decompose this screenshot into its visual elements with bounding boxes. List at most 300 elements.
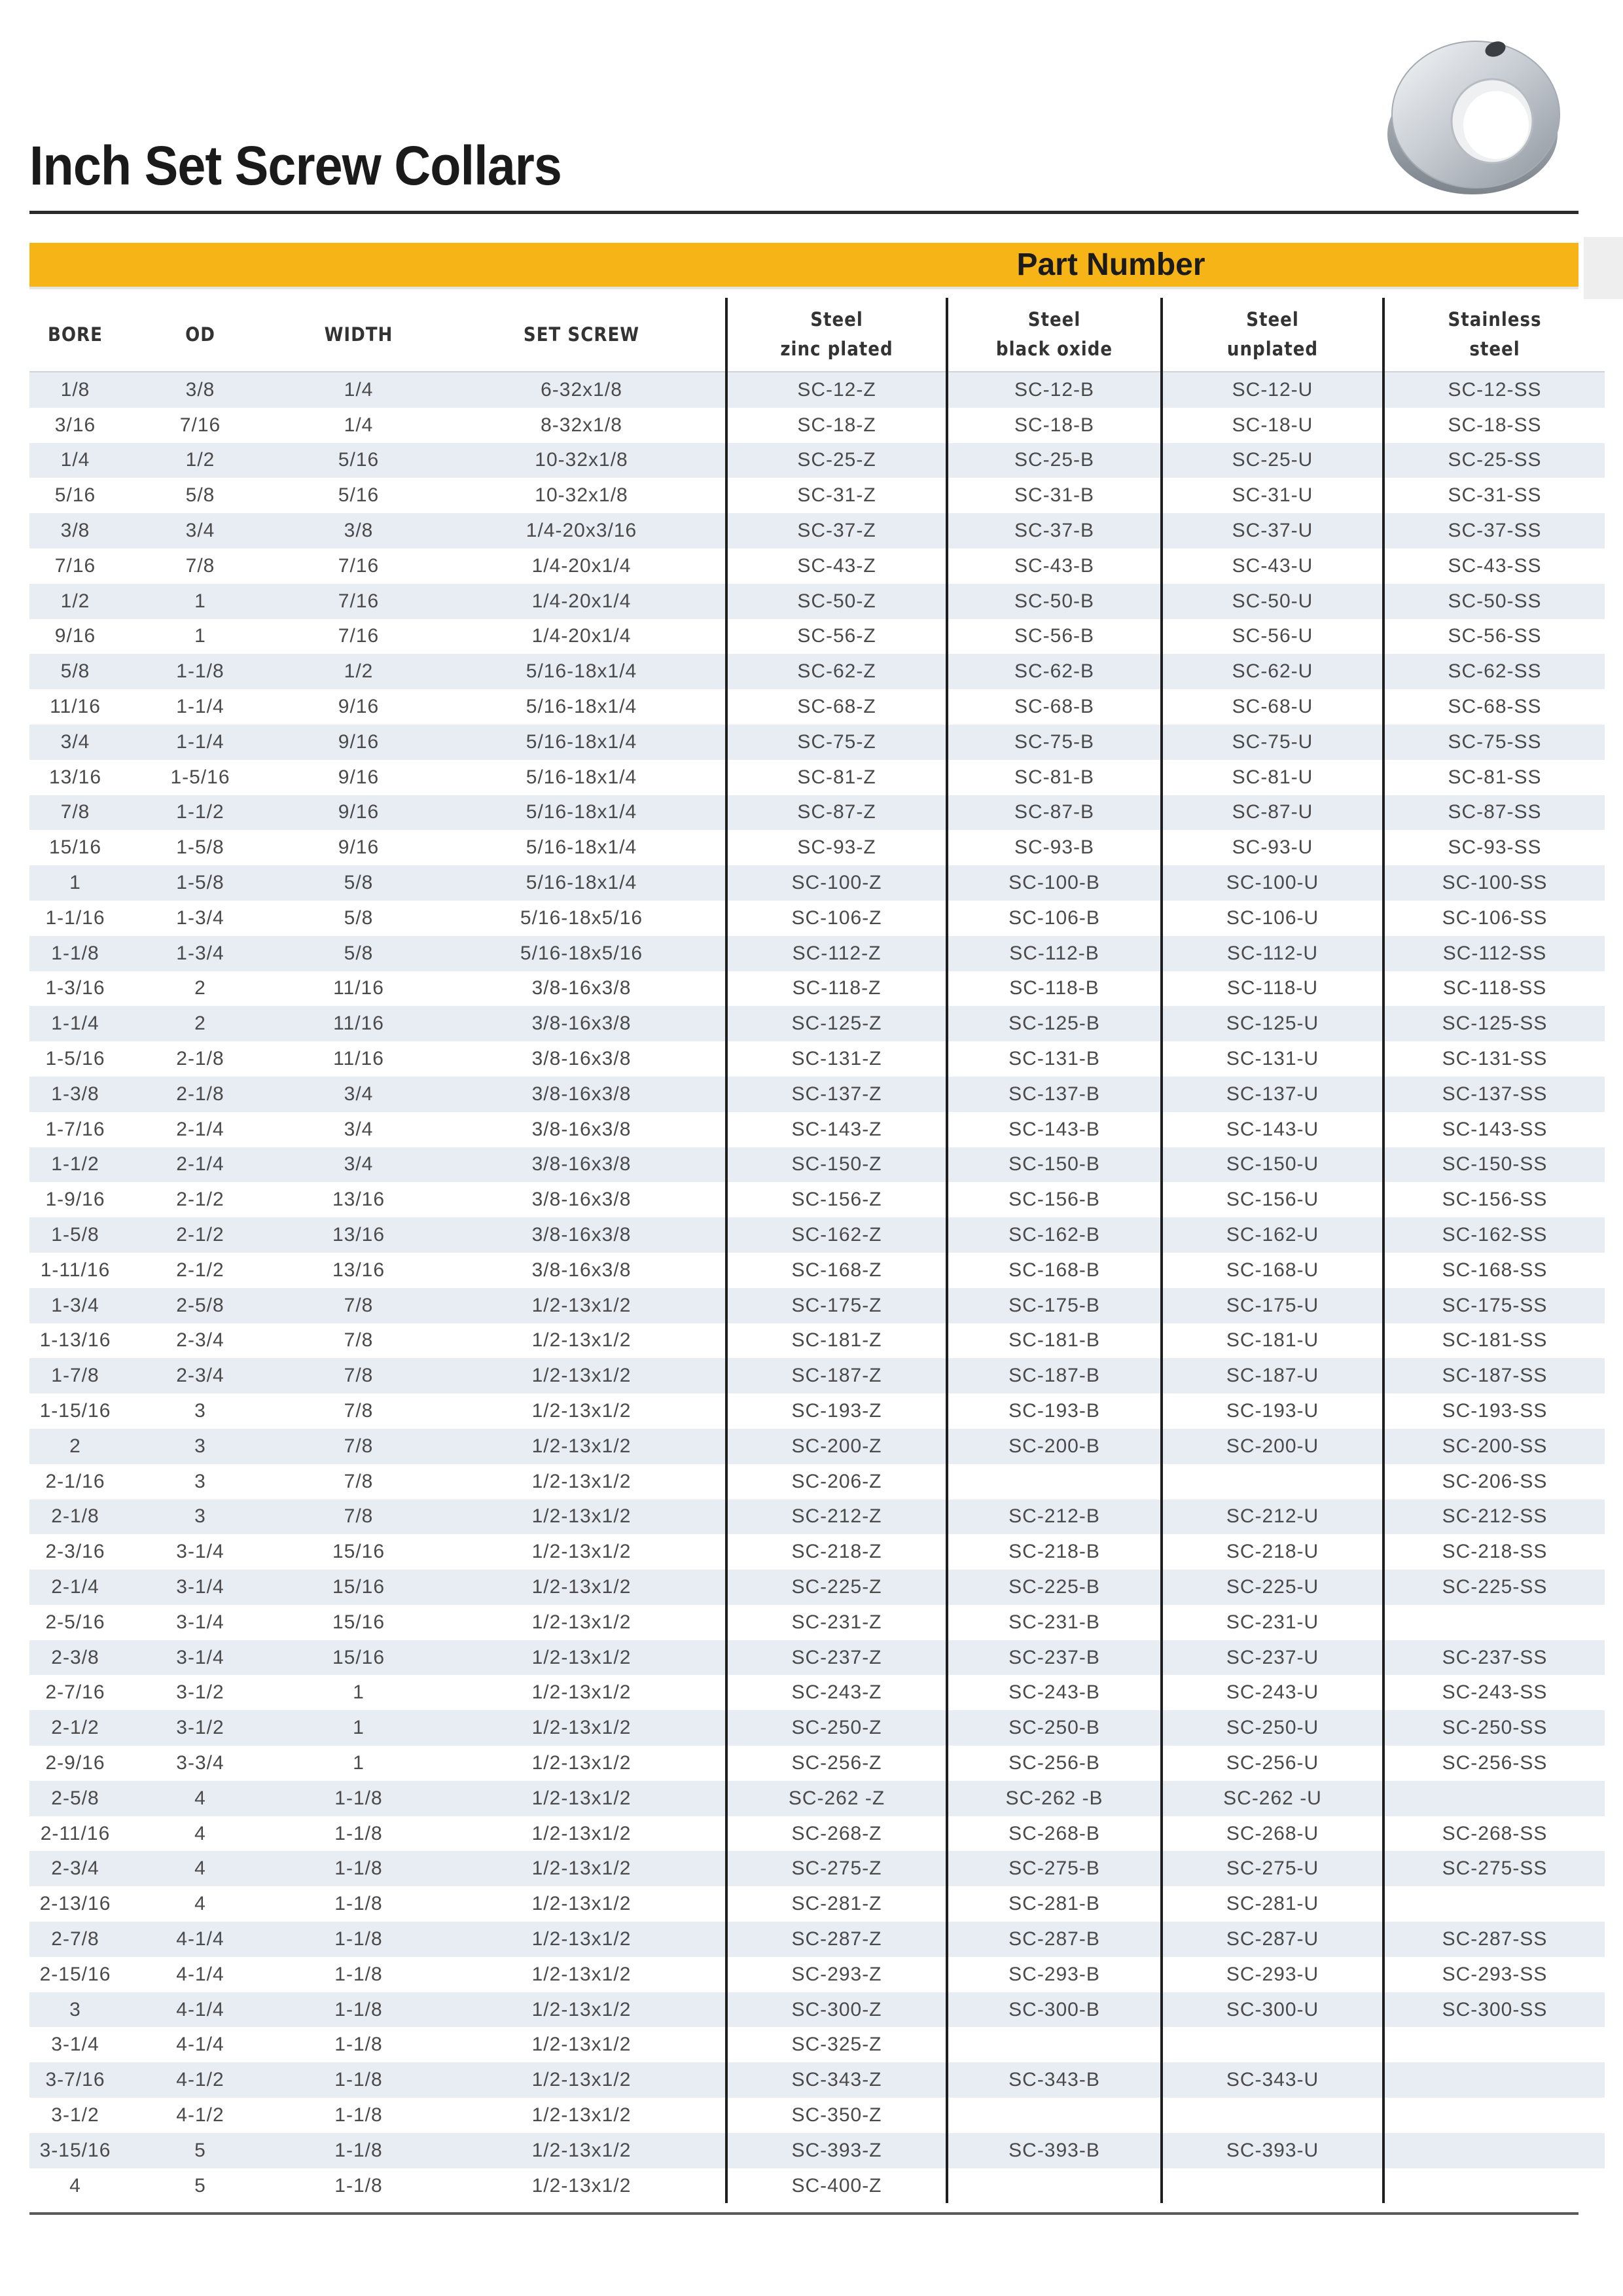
bore-cell: 1-9/16 xyxy=(29,1182,121,1217)
stainless-part-cell: SC-143-SS xyxy=(1383,1112,1605,1147)
part-number-banner xyxy=(29,243,1578,289)
header-bore: BORE xyxy=(48,323,103,346)
od-cell: 1 xyxy=(121,619,279,655)
unplated-part-cell: SC-50-U xyxy=(1162,584,1383,619)
black-oxide-part-cell: SC-162-B xyxy=(947,1217,1162,1253)
zinc-plated-part-cell: SC-293-Z xyxy=(726,1957,947,1992)
stainless-part-cell: SC-275-SS xyxy=(1383,1851,1605,1886)
bore-cell: 1 xyxy=(29,865,121,901)
table-row xyxy=(29,1182,1605,1217)
zinc-plated-part-cell: SC-143-Z xyxy=(726,1112,947,1147)
zinc-plated-part-cell: SC-262 -Z xyxy=(726,1781,947,1816)
zinc-plated-part-cell: SC-400-Z xyxy=(726,2168,947,2204)
width-cell: 5/16 xyxy=(279,443,438,478)
header-stainless-steel: Stainless steel xyxy=(1383,298,1605,372)
black-oxide-part-cell: SC-81-B xyxy=(947,760,1162,795)
width-cell: 7/8 xyxy=(279,1358,438,1393)
width-cell: 3/4 xyxy=(279,1147,438,1183)
stainless-part-cell: SC-162-SS xyxy=(1383,1217,1605,1253)
set-screw-cell: 3/8-16x3/8 xyxy=(438,1182,726,1217)
bore-cell: 5/8 xyxy=(29,654,121,689)
width-cell: 15/16 xyxy=(279,1640,438,1676)
stainless-part-cell: SC-93-SS xyxy=(1383,830,1605,865)
stainless-part-cell: SC-25-SS xyxy=(1383,443,1605,478)
unplated-part-cell: SC-393-U xyxy=(1162,2133,1383,2168)
stainless-part-cell: SC-50-SS xyxy=(1383,584,1605,619)
od-cell: 1-3/4 xyxy=(121,936,279,971)
width-cell: 1 xyxy=(279,1675,438,1710)
stainless-part-cell: SC-43-SS xyxy=(1383,548,1605,584)
zinc-plated-part-cell: SC-100-Z xyxy=(726,865,947,901)
header-od: OD xyxy=(185,323,215,346)
zinc-plated-part-cell: SC-250-Z xyxy=(726,1710,947,1746)
od-cell: 2-1/4 xyxy=(121,1147,279,1183)
bore-cell: 1-1/4 xyxy=(29,1006,121,1041)
set-screw-cell: 1/4-20x3/16 xyxy=(438,513,726,548)
stainless-part-cell: SC-287-SS xyxy=(1383,1922,1605,1957)
set-screw-cell: 6-32x1/8 xyxy=(438,372,726,408)
table-row xyxy=(29,901,1605,936)
bore-cell: 1-5/16 xyxy=(29,1041,121,1077)
width-cell: 1-1/8 xyxy=(279,2027,438,2062)
black-oxide-part-cell: SC-168-B xyxy=(947,1253,1162,1288)
black-oxide-part-cell: SC-25-B xyxy=(947,443,1162,478)
width-cell: 13/16 xyxy=(279,1217,438,1253)
table-row xyxy=(29,1499,1605,1535)
bore-cell: 1-11/16 xyxy=(29,1253,121,1288)
black-oxide-part-cell: SC-75-B xyxy=(947,725,1162,760)
od-cell: 4-1/4 xyxy=(121,1922,279,1957)
stainless-part-cell: SC-212-SS xyxy=(1383,1499,1605,1535)
width-cell: 7/8 xyxy=(279,1464,438,1499)
table-row xyxy=(29,1570,1605,1605)
table-row xyxy=(29,2027,1605,2062)
table-row xyxy=(29,372,1605,408)
width-cell: 7/16 xyxy=(279,584,438,619)
zinc-plated-part-cell: SC-281-Z xyxy=(726,1886,947,1922)
bore-cell: 3/8 xyxy=(29,513,121,548)
width-cell: 3/8 xyxy=(279,513,438,548)
set-screw-cell: 1/2-13x1/2 xyxy=(438,1323,726,1359)
od-cell: 2-5/8 xyxy=(121,1288,279,1323)
table-row xyxy=(29,1534,1605,1570)
header-row xyxy=(29,298,1605,372)
od-cell: 5/8 xyxy=(121,478,279,513)
unplated-part-cell: SC-262 -U xyxy=(1162,1781,1383,1816)
bore-cell: 1-7/16 xyxy=(29,1112,121,1147)
set-screw-cell: 1/2-13x1/2 xyxy=(438,2027,726,2062)
table-row xyxy=(29,1112,1605,1147)
set-screw-cell: 1/2-13x1/2 xyxy=(438,1851,726,1886)
zinc-plated-part-cell: SC-187-Z xyxy=(726,1358,947,1393)
stainless-part-cell: SC-87-SS xyxy=(1383,795,1605,831)
stainless-part-cell: SC-268-SS xyxy=(1383,1816,1605,1852)
table-row xyxy=(29,689,1605,725)
table-row xyxy=(29,2062,1605,2098)
od-cell: 4-1/4 xyxy=(121,1992,279,2028)
bore-cell: 1/4 xyxy=(29,443,121,478)
bore-cell: 3/4 xyxy=(29,725,121,760)
bore-cell: 3-1/4 xyxy=(29,2027,121,2062)
width-cell: 7/8 xyxy=(279,1323,438,1359)
table-row xyxy=(29,2098,1605,2133)
table-row xyxy=(29,2133,1605,2168)
set-screw-cell: 1/2-13x1/2 xyxy=(438,1605,726,1640)
bore-cell: 2-1/8 xyxy=(29,1499,121,1535)
bore-cell: 1-1/8 xyxy=(29,936,121,971)
zinc-plated-part-cell: SC-256-Z xyxy=(726,1746,947,1781)
unplated-part-cell: SC-106-U xyxy=(1162,901,1383,936)
black-oxide-part-cell: SC-87-B xyxy=(947,795,1162,831)
black-oxide-part-cell: SC-293-B xyxy=(947,1957,1162,1992)
unplated-part-cell xyxy=(1162,2098,1383,2133)
black-oxide-part-cell: SC-175-B xyxy=(947,1288,1162,1323)
zinc-plated-part-cell: SC-300-Z xyxy=(726,1992,947,2028)
set-screw-cell: 1/2-13x1/2 xyxy=(438,1429,726,1464)
black-oxide-part-cell: SC-131-B xyxy=(947,1041,1162,1077)
part-number-label: Part Number xyxy=(1016,247,1205,282)
black-oxide-part-cell: SC-225-B xyxy=(947,1570,1162,1605)
unplated-part-cell: SC-225-U xyxy=(1162,1570,1383,1605)
unplated-part-cell: SC-56-U xyxy=(1162,619,1383,655)
table-row xyxy=(29,1393,1605,1429)
header-steel-unplated: Steel unplated xyxy=(1162,298,1383,372)
width-cell: 15/16 xyxy=(279,1605,438,1640)
od-cell: 2-3/4 xyxy=(121,1358,279,1393)
zinc-plated-part-cell: SC-68-Z xyxy=(726,689,947,725)
set-screw-cell: 1/2-13x1/2 xyxy=(438,1922,726,1957)
table-row xyxy=(29,1323,1605,1359)
table-row xyxy=(29,548,1605,584)
zinc-plated-part-cell: SC-18-Z xyxy=(726,408,947,443)
unplated-part-cell: SC-275-U xyxy=(1162,1851,1383,1886)
black-oxide-part-cell: SC-256-B xyxy=(947,1746,1162,1781)
bore-cell: 2-3/4 xyxy=(29,1851,121,1886)
unplated-part-cell xyxy=(1162,2027,1383,2062)
table-row xyxy=(29,936,1605,971)
zinc-plated-part-cell: SC-106-Z xyxy=(726,901,947,936)
od-cell: 3-1/4 xyxy=(121,1570,279,1605)
set-screw-cell: 1/2-13x1/2 xyxy=(438,2168,726,2204)
stainless-part-cell: SC-250-SS xyxy=(1383,1710,1605,1746)
zinc-plated-part-cell: SC-206-Z xyxy=(726,1464,947,1499)
stainless-part-cell xyxy=(1383,1781,1605,1816)
zinc-plated-part-cell: SC-156-Z xyxy=(726,1182,947,1217)
width-cell: 3/4 xyxy=(279,1077,438,1112)
header-steel-zinc-plated: Steel zinc plated xyxy=(726,298,947,372)
width-cell: 1 xyxy=(279,1746,438,1781)
od-cell: 3-1/4 xyxy=(121,1534,279,1570)
od-cell: 7/8 xyxy=(121,548,279,584)
set-screw-cell: 5/16-18x1/4 xyxy=(438,830,726,865)
stainless-part-cell: SC-243-SS xyxy=(1383,1675,1605,1710)
width-cell: 1-1/8 xyxy=(279,2098,438,2133)
black-oxide-part-cell: SC-231-B xyxy=(947,1605,1162,1640)
width-cell: 15/16 xyxy=(279,1570,438,1605)
stainless-part-cell: SC-18-SS xyxy=(1383,408,1605,443)
stainless-part-cell: SC-237-SS xyxy=(1383,1640,1605,1676)
table-row xyxy=(29,1358,1605,1393)
bore-cell: 3-7/16 xyxy=(29,2062,121,2098)
od-cell: 4 xyxy=(121,1781,279,1816)
width-cell: 1/2 xyxy=(279,654,438,689)
width-cell: 1-1/8 xyxy=(279,1851,438,1886)
black-oxide-part-cell: SC-187-B xyxy=(947,1358,1162,1393)
black-oxide-part-cell: SC-137-B xyxy=(947,1077,1162,1112)
unplated-part-cell xyxy=(1162,2168,1383,2204)
set-screw-cell: 3/8-16x3/8 xyxy=(438,971,726,1007)
width-cell: 1-1/8 xyxy=(279,2168,438,2204)
od-cell: 4 xyxy=(121,1886,279,1922)
black-oxide-part-cell: SC-200-B xyxy=(947,1429,1162,1464)
unplated-part-cell: SC-68-U xyxy=(1162,689,1383,725)
od-cell: 3 xyxy=(121,1393,279,1429)
width-cell: 1-1/8 xyxy=(279,2133,438,2168)
zinc-plated-part-cell: SC-231-Z xyxy=(726,1605,947,1640)
stainless-part-cell xyxy=(1383,2168,1605,2204)
od-cell: 1-5/8 xyxy=(121,865,279,901)
width-cell: 9/16 xyxy=(279,760,438,795)
zinc-plated-part-cell: SC-175-Z xyxy=(726,1288,947,1323)
stainless-part-cell xyxy=(1383,2027,1605,2062)
unplated-part-cell: SC-300-U xyxy=(1162,1992,1383,2028)
unplated-part-cell: SC-156-U xyxy=(1162,1182,1383,1217)
unplated-part-cell: SC-93-U xyxy=(1162,830,1383,865)
unplated-part-cell: SC-293-U xyxy=(1162,1957,1383,1992)
stainless-part-cell: SC-75-SS xyxy=(1383,725,1605,760)
bore-cell: 9/16 xyxy=(29,619,121,655)
stainless-part-cell xyxy=(1383,2062,1605,2098)
bore-cell: 7/16 xyxy=(29,548,121,584)
stainless-part-cell: SC-293-SS xyxy=(1383,1957,1605,1992)
zinc-plated-part-cell: SC-87-Z xyxy=(726,795,947,831)
bore-cell: 5/16 xyxy=(29,478,121,513)
stainless-part-cell: SC-137-SS xyxy=(1383,1077,1605,1112)
width-cell: 1-1/8 xyxy=(279,1992,438,2028)
table-row xyxy=(29,478,1605,513)
unplated-part-cell: SC-112-U xyxy=(1162,936,1383,971)
bore-cell: 1-3/16 xyxy=(29,971,121,1007)
set-screw-cell: 10-32x1/8 xyxy=(438,443,726,478)
unplated-part-cell: SC-181-U xyxy=(1162,1323,1383,1359)
unplated-part-cell: SC-87-U xyxy=(1162,795,1383,831)
set-screw-cell: 1/2-13x1/2 xyxy=(438,1957,726,1992)
od-cell: 2-1/2 xyxy=(121,1253,279,1288)
zinc-plated-part-cell: SC-93-Z xyxy=(726,830,947,865)
set-screw-cell: 1/2-13x1/2 xyxy=(438,1534,726,1570)
width-cell: 15/16 xyxy=(279,1534,438,1570)
zinc-plated-part-cell: SC-75-Z xyxy=(726,725,947,760)
set-screw-cell: 1/2-13x1/2 xyxy=(438,1288,726,1323)
table-row xyxy=(29,1957,1605,1992)
table-row xyxy=(29,654,1605,689)
zinc-plated-part-cell: SC-275-Z xyxy=(726,1851,947,1886)
bore-cell: 2-11/16 xyxy=(29,1816,121,1852)
od-cell: 3-1/2 xyxy=(121,1675,279,1710)
black-oxide-part-cell: SC-100-B xyxy=(947,865,1162,901)
unplated-part-cell: SC-75-U xyxy=(1162,725,1383,760)
od-cell: 1-1/8 xyxy=(121,654,279,689)
bore-cell: 1-13/16 xyxy=(29,1323,121,1359)
table-row xyxy=(29,619,1605,655)
width-cell: 7/16 xyxy=(279,548,438,584)
unplated-part-cell: SC-193-U xyxy=(1162,1393,1383,1429)
table-row xyxy=(29,1886,1605,1922)
black-oxide-part-cell: SC-143-B xyxy=(947,1112,1162,1147)
stainless-part-cell: SC-37-SS xyxy=(1383,513,1605,548)
width-cell: 3/4 xyxy=(279,1112,438,1147)
set-screw-cell: 3/8-16x3/8 xyxy=(438,1006,726,1041)
bore-cell: 1-7/8 xyxy=(29,1358,121,1393)
stainless-part-cell: SC-206-SS xyxy=(1383,1464,1605,1499)
unplated-part-cell: SC-12-U xyxy=(1162,372,1383,408)
width-cell: 9/16 xyxy=(279,830,438,865)
zinc-plated-part-cell: SC-12-Z xyxy=(726,372,947,408)
table-row xyxy=(29,1746,1605,1781)
set-screw-cell: 5/16-18x5/16 xyxy=(438,936,726,971)
zinc-plated-part-cell: SC-325-Z xyxy=(726,2027,947,2062)
table-row xyxy=(29,1675,1605,1710)
zinc-plated-part-cell: SC-118-Z xyxy=(726,971,947,1007)
stainless-part-cell: SC-218-SS xyxy=(1383,1534,1605,1570)
page-title: Inch Set Screw Collars xyxy=(29,135,562,196)
unplated-part-cell: SC-343-U xyxy=(1162,2062,1383,2098)
black-oxide-part-cell: SC-106-B xyxy=(947,901,1162,936)
banner-shadow xyxy=(1584,237,1623,299)
width-cell: 7/8 xyxy=(279,1393,438,1429)
black-oxide-part-cell: SC-393-B xyxy=(947,2133,1162,2168)
set-screw-cell: 5/16-18x1/4 xyxy=(438,725,726,760)
od-cell: 3 xyxy=(121,1429,279,1464)
bore-cell: 2-15/16 xyxy=(29,1957,121,1992)
zinc-plated-part-cell: SC-125-Z xyxy=(726,1006,947,1041)
table-row xyxy=(29,1816,1605,1852)
zinc-plated-part-cell: SC-25-Z xyxy=(726,443,947,478)
table-row xyxy=(29,1217,1605,1253)
zinc-plated-part-cell: SC-37-Z xyxy=(726,513,947,548)
unplated-part-cell: SC-31-U xyxy=(1162,478,1383,513)
unplated-part-cell: SC-175-U xyxy=(1162,1288,1383,1323)
stainless-part-cell: SC-150-SS xyxy=(1383,1147,1605,1183)
od-cell: 2-1/2 xyxy=(121,1182,279,1217)
zinc-plated-part-cell: SC-112-Z xyxy=(726,936,947,971)
set-screw-cell: 1/2-13x1/2 xyxy=(438,1675,726,1710)
table-row xyxy=(29,1992,1605,2028)
table-row xyxy=(29,408,1605,443)
bore-cell: 1-3/4 xyxy=(29,1288,121,1323)
set-screw-cell: 5/16-18x1/4 xyxy=(438,654,726,689)
black-oxide-part-cell xyxy=(947,1464,1162,1499)
stainless-part-cell: SC-156-SS xyxy=(1383,1182,1605,1217)
black-oxide-part-cell: SC-125-B xyxy=(947,1006,1162,1041)
black-oxide-part-cell: SC-56-B xyxy=(947,619,1162,655)
bore-cell: 1/8 xyxy=(29,372,121,408)
set-screw-cell: 1/2-13x1/2 xyxy=(438,1710,726,1746)
unplated-part-cell: SC-218-U xyxy=(1162,1534,1383,1570)
od-cell: 2-1/8 xyxy=(121,1077,279,1112)
zinc-plated-part-cell: SC-343-Z xyxy=(726,2062,947,2098)
stainless-part-cell: SC-200-SS xyxy=(1383,1429,1605,1464)
unplated-part-cell: SC-125-U xyxy=(1162,1006,1383,1041)
table-row xyxy=(29,1429,1605,1464)
stainless-part-cell: SC-81-SS xyxy=(1383,760,1605,795)
od-cell: 1-5/8 xyxy=(121,830,279,865)
black-oxide-part-cell xyxy=(947,2098,1162,2133)
width-cell: 5/8 xyxy=(279,901,438,936)
bore-cell: 2-5/16 xyxy=(29,1605,121,1640)
od-cell: 4-1/2 xyxy=(121,2062,279,2098)
set-screw-cell: 5/16-18x1/4 xyxy=(438,760,726,795)
unplated-part-cell: SC-237-U xyxy=(1162,1640,1383,1676)
zinc-plated-part-cell: SC-137-Z xyxy=(726,1077,947,1112)
table-row xyxy=(29,760,1605,795)
zinc-plated-part-cell: SC-287-Z xyxy=(726,1922,947,1957)
unplated-part-cell: SC-143-U xyxy=(1162,1112,1383,1147)
od-cell: 2-1/2 xyxy=(121,1217,279,1253)
black-oxide-part-cell: SC-118-B xyxy=(947,971,1162,1007)
unplated-part-cell: SC-37-U xyxy=(1162,513,1383,548)
black-oxide-part-cell: SC-193-B xyxy=(947,1393,1162,1429)
od-cell: 2 xyxy=(121,971,279,1007)
bore-cell: 11/16 xyxy=(29,689,121,725)
black-oxide-part-cell: SC-281-B xyxy=(947,1886,1162,1922)
unplated-part-cell: SC-281-U xyxy=(1162,1886,1383,1922)
width-cell: 9/16 xyxy=(279,689,438,725)
width-cell: 9/16 xyxy=(279,795,438,831)
table-row xyxy=(29,830,1605,865)
bore-cell: 4 xyxy=(29,2168,121,2204)
set-screw-cell: 5/16-18x1/4 xyxy=(438,689,726,725)
zinc-plated-part-cell: SC-225-Z xyxy=(726,1570,947,1605)
stainless-part-cell xyxy=(1383,2133,1605,2168)
zinc-plated-part-cell: SC-150-Z xyxy=(726,1147,947,1183)
bore-cell: 13/16 xyxy=(29,760,121,795)
od-cell: 1 xyxy=(121,584,279,619)
table-row xyxy=(29,1253,1605,1288)
set-screw-cell: 1/2-13x1/2 xyxy=(438,1393,726,1429)
black-oxide-part-cell: SC-62-B xyxy=(947,654,1162,689)
black-oxide-part-cell: SC-250-B xyxy=(947,1710,1162,1746)
unplated-part-cell: SC-25-U xyxy=(1162,443,1383,478)
stainless-part-cell: SC-300-SS xyxy=(1383,1992,1605,2028)
stainless-part-cell: SC-62-SS xyxy=(1383,654,1605,689)
black-oxide-part-cell: SC-31-B xyxy=(947,478,1162,513)
bore-cell: 3 xyxy=(29,1992,121,2028)
bore-cell: 2-3/8 xyxy=(29,1640,121,1676)
stainless-part-cell: SC-68-SS xyxy=(1383,689,1605,725)
set-screw-cell: 5/16-18x5/16 xyxy=(438,901,726,936)
od-cell: 5 xyxy=(121,2168,279,2204)
set-screw-cell: 3/8-16x3/8 xyxy=(438,1253,726,1288)
table-row xyxy=(29,2168,1605,2204)
od-cell: 3-1/4 xyxy=(121,1640,279,1676)
table-row xyxy=(29,1006,1605,1041)
zinc-plated-part-cell: SC-131-Z xyxy=(726,1041,947,1077)
stainless-part-cell: SC-106-SS xyxy=(1383,901,1605,936)
set-screw-cell: 8-32x1/8 xyxy=(438,408,726,443)
black-oxide-part-cell: SC-50-B xyxy=(947,584,1162,619)
bore-cell: 1-1/2 xyxy=(29,1147,121,1183)
zinc-plated-part-cell: SC-350-Z xyxy=(726,2098,947,2133)
stainless-part-cell: SC-181-SS xyxy=(1383,1323,1605,1359)
black-oxide-part-cell: SC-212-B xyxy=(947,1499,1162,1535)
unplated-part-cell: SC-137-U xyxy=(1162,1077,1383,1112)
unplated-part-cell xyxy=(1162,1464,1383,1499)
stainless-part-cell: SC-118-SS xyxy=(1383,971,1605,1007)
set-screw-cell: 1/2-13x1/2 xyxy=(438,1816,726,1852)
black-oxide-part-cell: SC-343-B xyxy=(947,2062,1162,2098)
black-oxide-part-cell: SC-287-B xyxy=(947,1922,1162,1957)
